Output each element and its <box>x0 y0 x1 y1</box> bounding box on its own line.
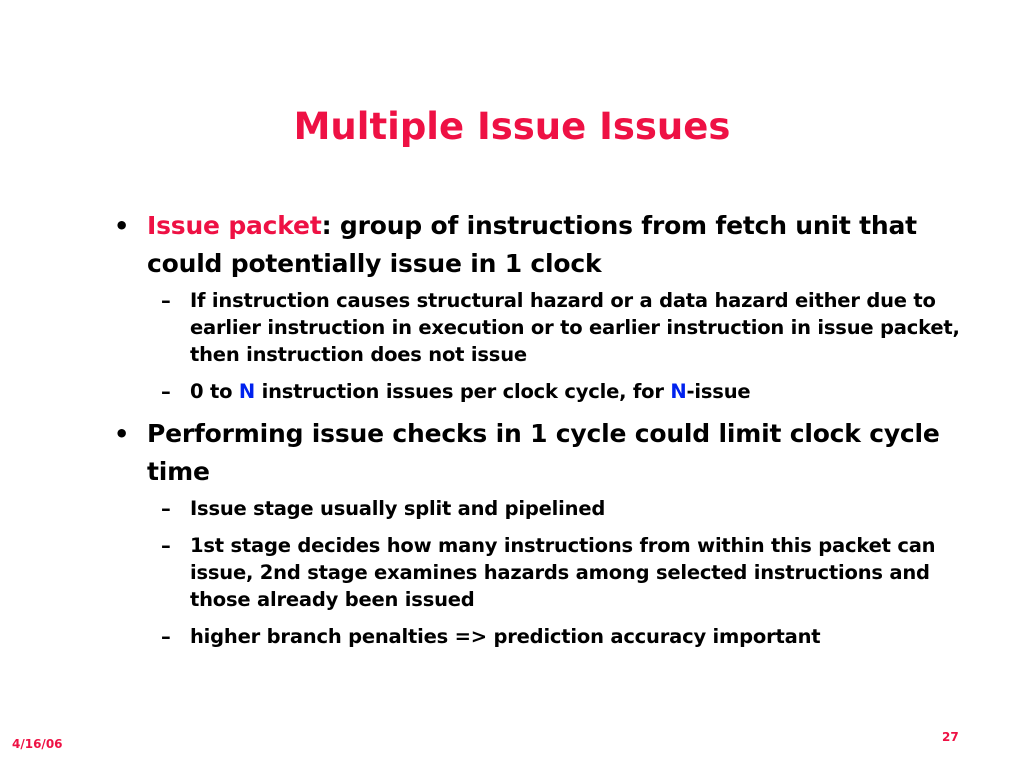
sub-bullet-text: 1st stage decides how many instructions from within this packet can issue, 2nd stage examines hazards among selected instructions and those already been issued <box>190 534 936 611</box>
sub-bullet <box>157 495 992 522</box>
bullet-issue-checks <box>112 415 992 491</box>
dash-icon: – <box>161 289 171 312</box>
term-colon: : <box>321 211 332 240</box>
footer-date: 4/16/06 <box>12 737 63 751</box>
sub-bullet <box>157 623 992 650</box>
dash-icon: – <box>161 497 171 520</box>
sub-bullet <box>157 287 992 368</box>
bullet-text: group of instructions from fetch unit that could potentially issue in 1 clock <box>147 211 917 278</box>
sub-bullet-text: higher branch penalties => prediction accuracy important <box>190 625 821 648</box>
bullet-icon: • <box>114 420 130 448</box>
sub-bullet-text-mid: instruction issues per clock cycle, for <box>255 380 671 403</box>
n-variable: N <box>238 380 255 403</box>
sub-bullet-text-pre: 0 to <box>190 380 239 403</box>
bullet-issue-packet <box>112 207 992 283</box>
page-number: 27 <box>942 730 959 744</box>
sub-bullet-list <box>157 495 992 650</box>
n-variable: N <box>670 380 687 403</box>
bullet-icon: • <box>114 212 130 240</box>
bullet-text: Performing issue checks in 1 cycle could limit clock cycle time <box>147 419 940 486</box>
dash-icon: – <box>161 625 171 648</box>
sub-bullet-text: Issue stage usually split and pipelined <box>190 497 606 520</box>
sub-bullet <box>157 532 992 613</box>
dash-icon: – <box>161 534 171 557</box>
sub-bullet-list <box>157 287 992 405</box>
sub-bullet <box>157 378 992 405</box>
slide-content <box>112 207 992 660</box>
dash-icon: – <box>161 380 171 403</box>
sub-bullet-text: If instruction causes structural hazard or a data hazard either due to earlier instruction in execution or to earlier instruction in issue packet, then instruction does not issue <box>190 289 960 366</box>
term-issue-packet: Issue packet <box>147 211 322 240</box>
sub-bullet-text-post: -issue <box>686 380 751 403</box>
slide-title: Multiple Issue Issues <box>293 105 731 148</box>
